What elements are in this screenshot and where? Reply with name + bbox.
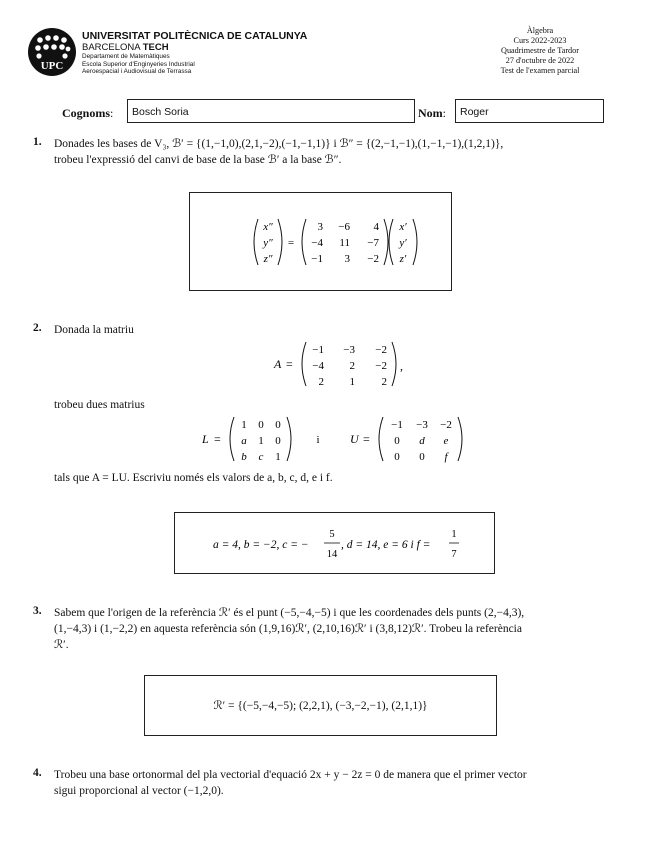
matrix-U-entry: −2 <box>440 419 452 431</box>
name-label-wrap: Nom: <box>418 106 447 120</box>
name-label: Nom <box>418 106 443 120</box>
matrix-U-entry: −1 <box>391 419 403 431</box>
matrix-U-entry: d <box>419 435 425 447</box>
matrix-L-entry: 1 <box>258 435 264 447</box>
rhs-entry: y′ <box>399 237 407 249</box>
question-4-number: 4. <box>33 767 42 779</box>
question-2-tail: tals que A = LU. Escriviu només els valors de a, b, c, d, e i f. <box>54 472 333 484</box>
question-3-line: ℛ′. <box>54 639 69 651</box>
course-year: Curs 2022-2023 <box>513 36 567 45</box>
matrix-entry: 11 <box>339 237 350 249</box>
matrix-A-entry: 2 <box>318 376 324 388</box>
matrix-L-entry: 1 <box>241 419 247 431</box>
question-1-line: trobeu l'expressió del canvi de base de la base ℬ′ a la base ℬ″. <box>54 154 342 166</box>
surname-label: Cognoms <box>62 106 111 120</box>
name-field[interactable]: Roger <box>455 99 604 123</box>
matrix-L-entry: 1 <box>275 451 281 463</box>
matrix-U-entry: 0 <box>419 451 425 463</box>
question-1-text <box>54 136 624 168</box>
question-4-line: Trobeu una base ortonormal del pla vectorial d'equació 2x + y − 2z = 0 de manera que el primer vector <box>54 769 527 781</box>
department-line: Departament de Matemàtiques <box>82 53 170 60</box>
matrix-entry: −4 <box>311 237 323 249</box>
course-info <box>470 26 610 76</box>
question-3-text <box>54 605 624 653</box>
answer-2-frac1-den: 14 <box>326 549 338 560</box>
rhs-entry: z′ <box>399 253 407 265</box>
city-tech: TECH <box>142 42 169 53</box>
matrix-L-entry: 0 <box>275 419 281 431</box>
matrix-L-entry: c <box>258 451 264 463</box>
matrix-entry: 3 <box>317 221 323 233</box>
matrix-A-entry: 1 <box>349 376 355 388</box>
question-3-line: (1,−4,3) i (1,−2,2) en aquesta referència són (1,9,16)ℛ′, (2,10,16)ℛ′ i (3,8,12)ℛ′. Trobeu la referència <box>54 623 522 635</box>
matrix-entry: −2 <box>367 253 379 265</box>
matrix-L-entry: a <box>241 435 247 447</box>
lhs-entry: z″ <box>263 253 273 265</box>
matrix-U-entry: e <box>443 435 449 447</box>
answer-2-frac2-num: 1 <box>451 529 457 540</box>
course-subject: Àlgebra <box>526 26 554 35</box>
svg-text:=: = <box>214 432 221 446</box>
lhs-entry: x″ <box>263 221 273 233</box>
matrix-A-entry: 2 <box>349 360 355 372</box>
matrix-entry: −7 <box>367 237 379 249</box>
matrix-L-entry: b <box>241 451 247 463</box>
matrix-L-entry: 0 <box>258 419 264 431</box>
matrix-A-entry: −3 <box>343 344 355 356</box>
answer-2-frac2-den: 7 <box>451 549 457 560</box>
svg-text:=: = <box>363 432 370 446</box>
answer-box-3: ℛ′ = {(−5,−4,−5); (2,2,1), (−3,−2,−1), (2,1,1)} <box>144 675 497 736</box>
matrix-L-name: L <box>202 432 209 446</box>
matrix-entry: −6 <box>338 221 350 233</box>
question-4-line: sigui proporcional al vector (−1,2,0). <box>54 785 224 797</box>
matrix-A-entry: −2 <box>375 360 387 372</box>
svg-text:=: = <box>286 357 293 371</box>
department-line: Aeroespacial i Audiovisual de Terrassa <box>82 68 192 76</box>
matrix-A-name: A <box>274 357 282 371</box>
question-2-number: 2. <box>33 322 42 334</box>
answer-box-1 <box>189 192 452 291</box>
exam-date: 27 d'octubre de 2022 <box>505 56 575 65</box>
university-name: UNIVERSITAT POLITÈCNICA DE CATALUNYA <box>82 30 308 42</box>
matrix-U-entry: 0 <box>394 435 400 447</box>
matrix-U-entry: −3 <box>416 419 428 431</box>
matrix-U-entry: 0 <box>394 451 400 463</box>
course-term: Quadrimestre de Tardor <box>501 46 579 55</box>
svg-text:=: = <box>287 237 295 249</box>
answer-2-part2: , d = 14, e = 6 i f = <box>341 539 431 551</box>
matrix-A-entry: −1 <box>312 344 324 356</box>
conjunction: i <box>316 434 320 446</box>
upc-logo <box>28 28 76 76</box>
question-3-line: Sabem que l'origen de la referència ℛ′ és el punt (−5,−4,−5) i que les coordenades dels punts (2,−4,3), <box>54 607 525 619</box>
matrix-A-display <box>260 338 410 390</box>
matrix-entry: 4 <box>373 221 379 233</box>
answer-1-equation <box>190 193 453 292</box>
matrix-A-entry: 2 <box>381 376 387 388</box>
university-city <box>82 42 169 53</box>
matrices-LU-display <box>200 413 470 465</box>
question-2-find: trobeu dues matrius <box>54 399 145 411</box>
answer-2-frac1-num: 5 <box>329 529 335 540</box>
matrix-U-name: U <box>350 432 359 446</box>
department-line: Escola Superior d'Enginyeries Industrial <box>82 60 195 68</box>
question-2-intro: Donada la matriu <box>54 324 134 336</box>
rhs-entry: x′ <box>399 221 407 233</box>
matrix-U-entry: f <box>444 451 448 463</box>
surname-label-wrap: Cognoms: <box>62 106 114 120</box>
question-3-number: 3. <box>33 605 42 617</box>
exam-type: Test de l'examen parcial <box>500 66 580 75</box>
answer-2-equation <box>175 513 496 575</box>
surname-field[interactable]: Bosch Soria <box>127 99 415 123</box>
matrix-A-entry: −4 <box>312 360 324 372</box>
question-1-number: 1. <box>33 136 42 148</box>
matrix-L-entry: 0 <box>275 435 281 447</box>
logo-text: UPC <box>40 60 64 72</box>
svg-text:,: , <box>400 359 403 373</box>
city-name: BARCELONA <box>82 42 141 53</box>
answer-box-2 <box>174 512 495 574</box>
question-1-line: Donades les bases de V₃, ℬ′ = {(1,−1,0),(2,1,−2),(−1,−1,1)} i ℬ″ = {(2,−1,−1),(1,−1,−1),(1,2,1)}, <box>54 138 504 150</box>
lhs-entry: y″ <box>263 237 273 249</box>
matrix-entry: 3 <box>344 253 350 265</box>
matrix-entry: −1 <box>311 253 323 265</box>
matrix-A-entry: −2 <box>375 344 387 356</box>
department-info <box>82 53 195 76</box>
answer-2-part1: a = 4, b = −2, c = − <box>213 539 309 551</box>
question-4-text <box>54 767 624 799</box>
